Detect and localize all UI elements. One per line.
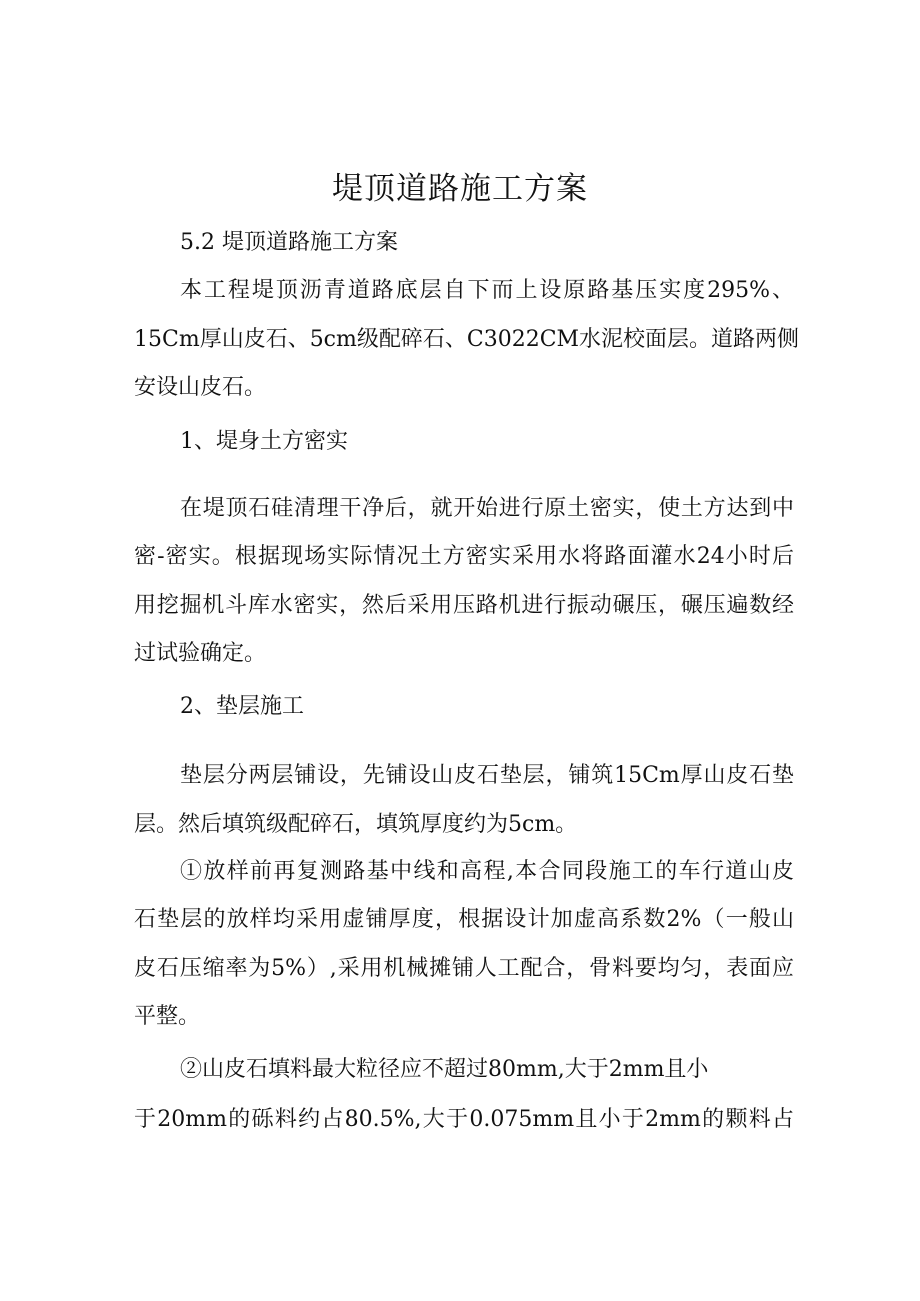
paragraph-1-line: 在堤顶石硅清理干净后，就开始进行原土密实，使土方达到中	[180, 496, 794, 521]
section-heading: 5.2 堤顶道路施工方案	[180, 230, 398, 255]
paragraph-intro-line: 15Cm厚山皮石、5cm级配碎石、C3022CM水泥校面层。道路两侧	[134, 327, 800, 352]
paragraph-3-line: 皮石压缩率为5%）,采用机械摊铺人工配合，骨料要均匀，表面应	[134, 956, 794, 981]
subheading-1: 1、堤身土方密实	[180, 429, 348, 454]
paragraph-1-line: 密-密实。根据现场实际情况土方密实采用水将路面灌水24小时后	[134, 544, 794, 569]
paragraph-1-line: 过试验确定。	[134, 641, 267, 666]
paragraph-4-line: 于20mm的砾料约占80.5%,大于0.075mm且小于2mm的颗料占	[134, 1107, 794, 1132]
paragraph-4-line: ②山皮石填料最大粒径应不超过80mm,大于2mm且小	[180, 1057, 709, 1082]
subheading-2: 2、垫层施工	[180, 694, 304, 719]
paragraph-3-line: 平整。	[134, 1004, 201, 1029]
document-title: 堤顶道路施工方案	[332, 171, 588, 207]
paragraph-2-line: 垫层分两层铺设，先铺设山皮石垫层，铺筑15Cm厚山皮石垫	[180, 763, 794, 788]
paragraph-3-line: ①放样前再复测路基中线和高程,本合同段施工的车行道山皮	[180, 859, 794, 884]
paragraph-2-line: 层。然后填筑级配碎石，填筑厚度约为5cm。	[134, 812, 578, 837]
paragraph-intro-line: 安设山皮石。	[134, 375, 267, 400]
paragraph-1-line: 用挖掘机斗库水密实，然后采用压路机进行振动碾压，碾压遍数经	[134, 593, 794, 618]
paragraph-3-line: 石垫层的放样均采用虚铺厚度，根据设计加虚高系数2%（一般山	[134, 907, 794, 932]
paragraph-intro-line: 本工程堤顶沥青道路底层自下而上设原路基压实度295%、	[180, 278, 794, 303]
